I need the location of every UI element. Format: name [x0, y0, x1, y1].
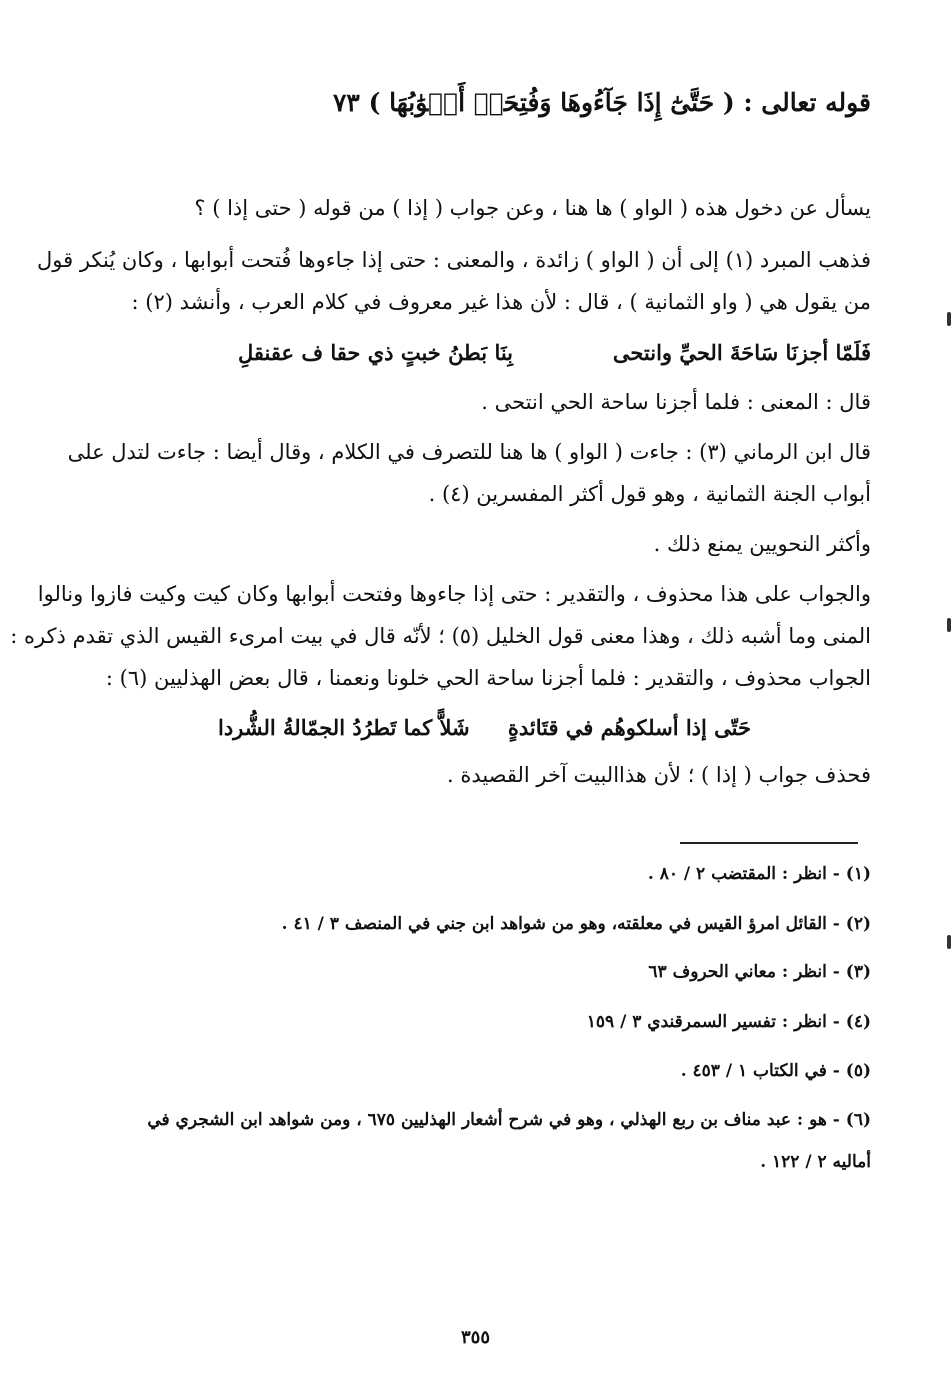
body-line-6: أبواب الجنة الثمانية ، وهو قول أكثر المفسرين (٤) . — [428, 482, 871, 506]
scan-edge-mark — [947, 935, 951, 949]
footnote-6-continued: أماليه ٢ / ١٢٢ . — [760, 1152, 871, 1172]
verse2-first-hemistich: حَتّى إذا أسلكوهُم في قتَائدةٍ — [507, 715, 751, 740]
body-line-10: الجواب محذوف ، والتقدير : فلما أجزنا ساحة الحي خلونا ونعمنا ، قال بعض الهذليين (٦) : — [105, 666, 871, 690]
scan-edge-mark — [947, 618, 951, 632]
footnote-5: (٥) - في الكتاب ١ / ٤٥٣ . — [680, 1061, 871, 1081]
footnote-2: (٢) - القائل امرؤ القيس في معلقته، وهو من شواهد ابن جني في المنصف ٣ / ٤١ . — [281, 914, 871, 934]
body-line-5: قال ابن الرماني (٣) : جاءت ( الواو ) ها هنا للتصرف في الكلام ، وقال أيضا : جاءت لتدل على — [67, 440, 871, 464]
verse-heading: قوله تعالى : ( حَتَّىٰٓ إِذَا جَآءُوهَا وَفُتِحَتۡ أَبۡوَٰبُهَا ) ٧٣ — [333, 88, 871, 117]
verse2-second-hemistich: شَلاًّ كما تَطرُدُ الجمّالةُ الشُّردا — [218, 715, 470, 740]
body-line-4: قال : المعنى : فلما أجزنا ساحة الحي انتحى . — [481, 390, 871, 414]
body-line-9: المنى وما أشبه ذلك ، وهذا معنى قول الخليل (٥) ؛ لأنّه قال في بيت امرىء القيس الذي تقدم ذكره : — [10, 624, 871, 648]
page-number: ٣٥٥ — [460, 1327, 490, 1348]
footnote-1: (١) - انظر : المقتضب ٢ / ٨٠ . — [647, 864, 871, 884]
body-line-7: وأكثر النحويين يمنع ذلك . — [653, 532, 871, 556]
body-line-8: والجواب على هذا محذوف ، والتقدير : حتى إذا جاءوها وفتحت أبوابها وكان كيت وكيت فازوا ونالوا — [37, 582, 871, 606]
footnote-3: (٣) - انظر : معاني الحروف ٦٣ — [648, 962, 871, 982]
body-line-11: فحذف جواب ( إذا ) ؛ لأن هذاالبيت آخر القصيدة . — [446, 763, 871, 787]
verse1-second-hemistich: بِنَا بَطنُ خبتٍ ذي حقا ف عقنقلِ — [238, 340, 514, 365]
body-line-2: فذهب المبرد (١) إلى أن ( الواو ) زائدة ، والمعنى : حتى إذا جاءوها فُتحت أبوابها ، وكان يُنكر قول — [37, 248, 871, 272]
verse1-first-hemistich: فَلَمّا أجزنَا سَاحَةَ الحيِّ وانتحى — [612, 340, 871, 365]
scan-edge-mark — [947, 312, 951, 326]
footnote-6: (٦) - هو : عبد مناف بن ربع الهذلي ، وهو في شرح أشعار الهذليين ٦٧٥ ، ومن شواهد ابن الشجري في — [147, 1110, 871, 1130]
body-line-1: يسأل عن دخول هذه ( الواو ) ها هنا ، وعن جواب ( إذا ) من قوله ( حتى إذا ) ؟ — [194, 196, 871, 220]
body-line-3: من يقول هي ( واو الثمانية ) ، قال : لأن هذا غير معروف في كلام العرب ، وأنشد (٢) : — [131, 290, 871, 314]
footnote-separator — [680, 842, 858, 844]
footnote-4: (٤) - انظر : تفسير السمرقندي ٣ / ١٥٩ — [586, 1012, 871, 1032]
